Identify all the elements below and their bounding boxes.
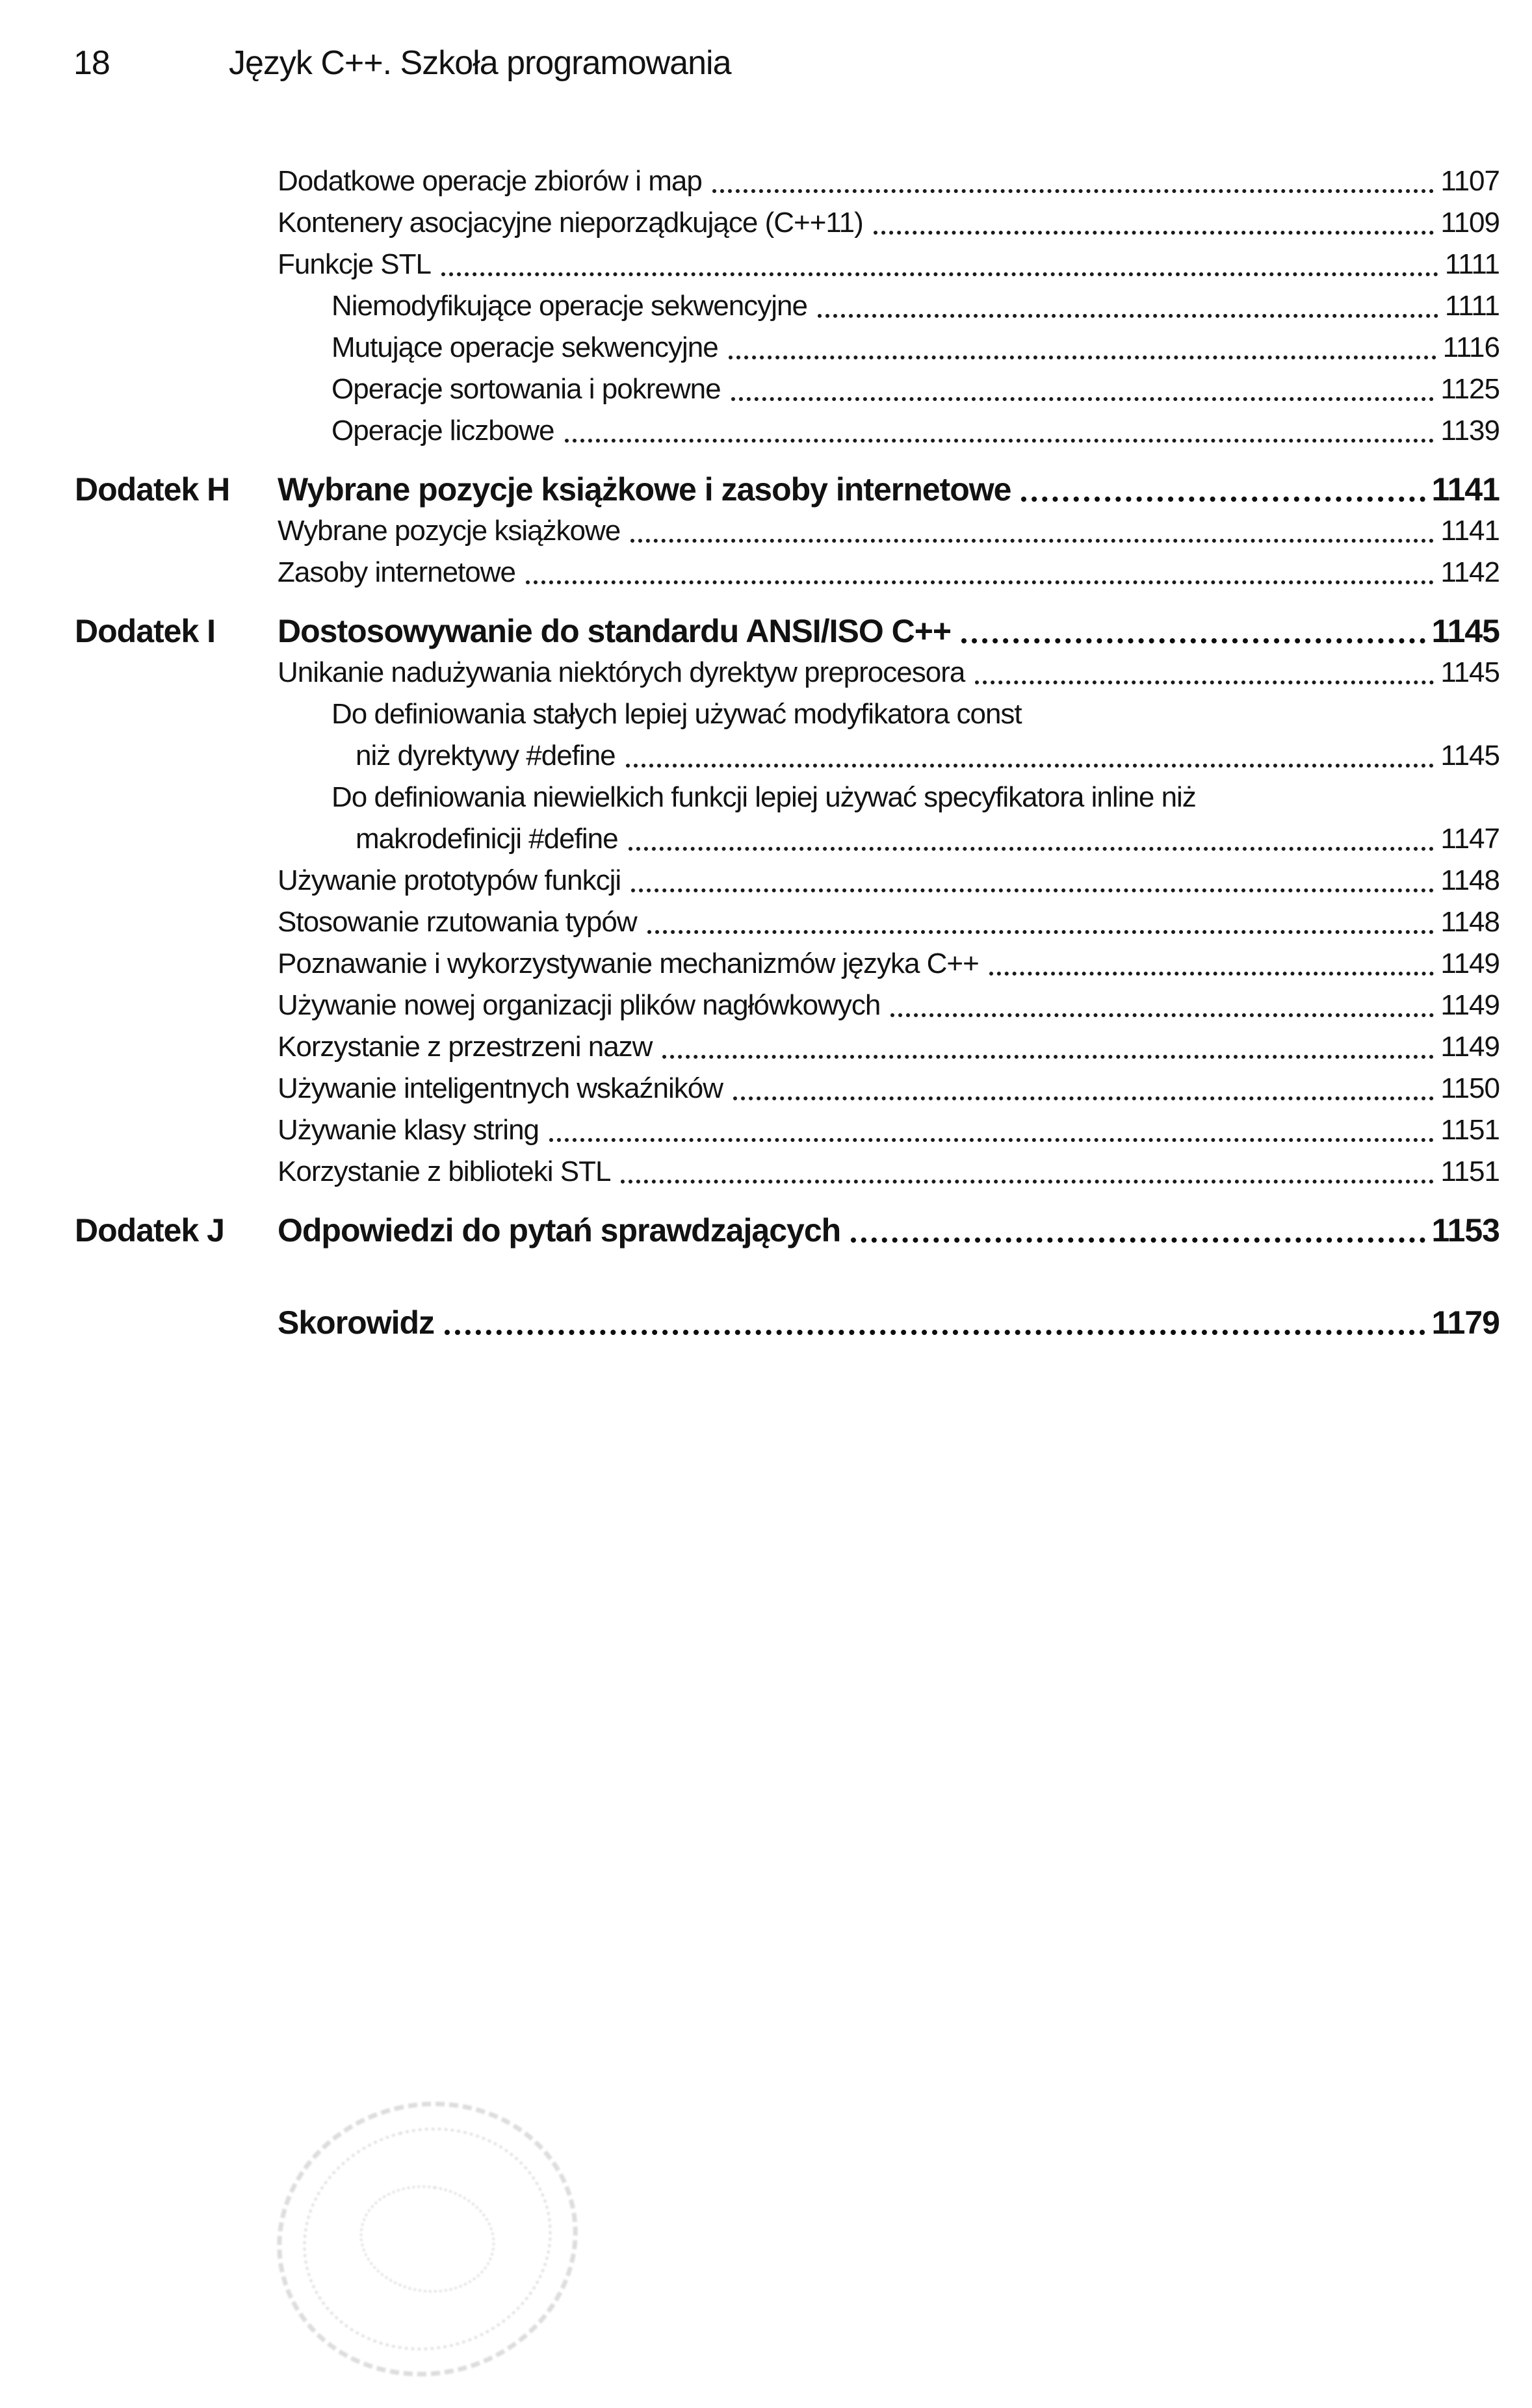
chapter-label-spacer [75, 818, 278, 860]
page-number: 1142 [1440, 556, 1500, 588]
chapter-label-spacer [75, 1151, 278, 1193]
dot-leader [890, 985, 1434, 1017]
chapter-label-spacer [75, 1026, 278, 1068]
chapter-label-spacer [75, 693, 278, 735]
chapter-label-spacer [75, 985, 278, 1026]
entry-title: Używanie prototypów funkcji [278, 864, 621, 896]
chapter-label-spacer [75, 777, 278, 818]
toc-entry-row [75, 943, 1500, 985]
chapter-label-spacer [75, 943, 278, 985]
chapter-label: Dodatek I [75, 613, 216, 649]
entry-title: Mutujące operacje sekwencyjne [331, 331, 718, 363]
toc-entry-row [75, 410, 1500, 452]
toc-entry-row [75, 327, 1500, 369]
toc-entry-wrap-row [75, 693, 1500, 735]
chapter-label-spacer [75, 369, 278, 410]
page-number: 1148 [1440, 906, 1500, 938]
page-number: 1149 [1440, 1031, 1500, 1063]
toc-entry-row [75, 652, 1500, 693]
entry-title: Niemodyfikujące operacje sekwencyjne [331, 290, 807, 322]
toc-entry-row [75, 510, 1500, 552]
dot-leader [712, 161, 1435, 193]
dot-leader [733, 1068, 1434, 1100]
entry-title: Korzystanie z biblioteki STL [278, 1156, 611, 1187]
dot-leader [526, 552, 1434, 584]
chapter-label-spacer [75, 410, 278, 452]
running-title: Język C++. Szkoła programowania [229, 44, 731, 82]
stamp-middle-ring [279, 2101, 576, 2376]
dot-leader [662, 1026, 1434, 1059]
entry-title-line1: Do definiowania stałych lepiej używać modyfikatora const [331, 698, 1022, 730]
toc-entry-row [75, 1068, 1500, 1109]
dot-leader [629, 818, 1435, 851]
page-number: 1139 [1440, 415, 1500, 447]
chapter-label [75, 1302, 278, 1343]
page-number: 1116 [1442, 331, 1500, 363]
page-number: 1107 [1440, 165, 1500, 197]
page-number: 1149 [1440, 948, 1500, 979]
chapter-label-spacer [75, 161, 278, 202]
entry-title: Korzystanie z przestrzeni nazw [278, 1031, 653, 1063]
toc-entry-row [75, 202, 1500, 244]
toc-chapter-row [75, 610, 1500, 652]
entry-title-line1: Do definiowania niewielkich funkcji lepiej używać specyfikatora inline niż [331, 781, 1196, 813]
toc-entry-row [75, 369, 1500, 410]
dot-leader [975, 652, 1434, 684]
entry-title: Funkcje STL [278, 248, 431, 280]
toc-index-row [75, 1302, 1500, 1343]
entry-title: Dodatkowe operacje zbiorów i map [278, 165, 702, 197]
chapter-label-spacer [75, 285, 278, 327]
entry-title: Operacje sortowania i pokrewne [331, 373, 721, 405]
page-number: 1149 [1440, 989, 1500, 1021]
chapter-title: Skorowidz [278, 1304, 435, 1341]
dot-leader [961, 610, 1425, 643]
toc-entry-wrap-row [75, 777, 1500, 818]
dot-leader [445, 1302, 1425, 1335]
toc-entry-row [75, 161, 1500, 202]
dot-leader [729, 327, 1436, 359]
stamp-inner-ring [352, 2176, 502, 2303]
page-number: 1145 [1431, 613, 1500, 649]
entry-title: Poznawanie i wykorzystywanie mechanizmów języka C++ [278, 948, 979, 979]
dot-leader [818, 285, 1438, 318]
page-number: 1151 [1440, 1114, 1500, 1146]
ink-stamp-icon [248, 2070, 607, 2408]
dot-leader [549, 1109, 1434, 1142]
entry-title: Używanie inteligentnych wskaźników [278, 1072, 723, 1104]
toc-entry-row [75, 1151, 1500, 1193]
toc-entry-row [75, 552, 1500, 593]
toc-entry-row [75, 735, 1500, 777]
chapter-title: Dostosowywanie do standardu ANSI/ISO C++ [278, 613, 952, 649]
toc-entry-row [75, 285, 1500, 327]
dot-leader [631, 860, 1434, 892]
page-number: 1125 [1440, 373, 1500, 405]
toc-entry-row [75, 818, 1500, 860]
chapter-label-spacer [75, 1068, 278, 1109]
entry-title: Używanie nowej organizacji plików nagłówkowych [278, 989, 881, 1021]
toc [75, 161, 1500, 1343]
toc-entry-row [75, 860, 1500, 901]
chapter-label: Dodatek H [75, 471, 230, 508]
entry-title: Stosowanie rzutowania typów [278, 906, 637, 938]
chapter-label-spacer [75, 202, 278, 244]
page-number: 1145 [1440, 656, 1500, 688]
entry-title: Zasoby internetowe [278, 556, 515, 588]
page-number: 1179 [1431, 1304, 1500, 1341]
dot-leader [621, 1151, 1434, 1184]
page-number: 1147 [1440, 823, 1500, 855]
chapter-label-spacer [75, 510, 278, 552]
toc-entry-row [75, 1109, 1500, 1151]
dot-leader [626, 735, 1435, 768]
toc-chapter-row [75, 1210, 1500, 1251]
toc-entry-row [75, 901, 1500, 943]
chapter-label-spacer [75, 860, 278, 901]
chapter-label-spacer [75, 244, 278, 285]
entry-title: Operacje liczbowe [331, 415, 554, 447]
entry-title: niż dyrektywy #define [356, 740, 616, 771]
page-number: 1141 [1440, 515, 1500, 547]
entry-title: Używanie klasy string [278, 1114, 539, 1146]
stamp-outer-ring [248, 2070, 607, 2408]
entry-title: Kontenery asocjacyjne nieporządkujące (C++11) [278, 207, 863, 239]
page-number: 1141 [1431, 471, 1500, 508]
chapter-label-spacer [75, 327, 278, 369]
dot-leader [1021, 469, 1425, 502]
dot-leader [874, 202, 1435, 235]
chapter-label-spacer [75, 901, 278, 943]
entry-title: Wybrane pozycje książkowe [278, 515, 621, 547]
toc-entry-row [75, 985, 1500, 1026]
page-header [0, 42, 1532, 84]
page-number: 1148 [1440, 864, 1500, 896]
chapter-label-spacer [75, 652, 278, 693]
chapter-label-spacer [75, 735, 278, 777]
toc-entry-row [75, 1026, 1500, 1068]
entry-title: Unikanie nadużywania niektórych dyrektyw preprocesora [278, 656, 965, 688]
chapter-title: Wybrane pozycje książkowe i zasoby internetowe [278, 471, 1011, 508]
page-number: 1151 [1440, 1156, 1500, 1187]
page-number: 1111 [1444, 290, 1500, 322]
dot-leader [989, 943, 1435, 976]
dot-leader [441, 244, 1438, 276]
page-number: 1150 [1440, 1072, 1500, 1104]
toc-chapter-row [75, 469, 1500, 510]
page-number: 1111 [1444, 248, 1500, 280]
dot-leader [630, 510, 1434, 543]
page-number: 1153 [1431, 1212, 1500, 1249]
page-number: 1109 [1440, 207, 1500, 239]
chapter-title: Odpowiedzi do pytań sprawdzających [278, 1212, 841, 1249]
dot-leader [647, 901, 1435, 934]
page-number-header: 18 [73, 44, 110, 82]
dot-leader [851, 1210, 1425, 1243]
page-number: 1145 [1440, 740, 1500, 771]
dot-leader [731, 369, 1435, 401]
chapter-label: Dodatek J [75, 1212, 224, 1249]
dot-leader [565, 410, 1435, 443]
toc-entry-row [75, 244, 1500, 285]
chapter-label-spacer [75, 1109, 278, 1151]
chapter-label-spacer [75, 552, 278, 593]
entry-title: makrodefinicji #define [356, 823, 618, 855]
